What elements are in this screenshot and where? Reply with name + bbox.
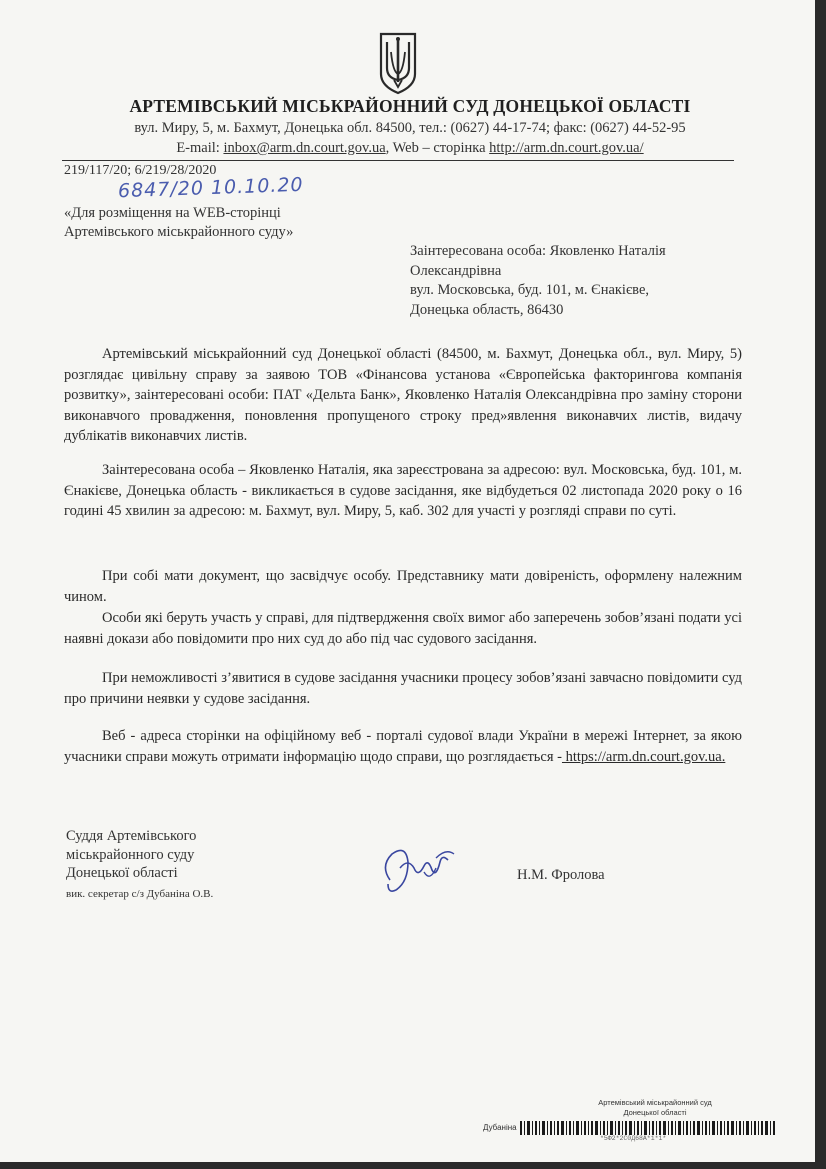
judge-title-line: Донецької області [66, 865, 178, 881]
email-link[interactable]: inbox@arm.dn.court.gov.ua [223, 140, 386, 156]
placement-note [64, 204, 293, 242]
stamp-court-line: Донецької області [623, 1108, 687, 1117]
court-address: вул. Миру, 5, м. Бахмут, Донецька обл. 84500, тел.: (0627) 44-17-74; факс: (0627) 44-52-95 [134, 120, 686, 136]
header-divider [62, 160, 734, 161]
stamp-court [545, 1098, 765, 1118]
judge-title-line: Суддя Артемівського [66, 828, 197, 844]
body-paragraph-absence: При неможливості з’явитися в судове засідання учасники процесу зобов’язані завчасно повідомити суд про причини неявки у судове засідання. [64, 670, 742, 707]
handwritten-registration: 6847/20 10.10.20 [117, 173, 304, 203]
coat-of-arms-icon [375, 30, 421, 96]
body-paragraph-summons: Заінтересована особа – Яковленко Наталія, яка зареєстрована за адресою: вул. Московська, буд. 101, м. Єнакієве, Донецька область - викликається в судове засідання, яке відбудеться 02 листопада 2020 року о 16 годині 45 хвилин за адресою: м. Бахмут, вул. Миру, 5, каб. 302 для участі у розгляді справи по суті. [64, 462, 742, 519]
judge-name: Н.М. Фролова [517, 867, 605, 883]
stamp-name: Дубаніна [483, 1123, 517, 1132]
web-paragraph-text: Веб - адреса сторінки на офіційному веб - порталі судової влади України в мережі Інтернет, за якою учасники справи можуть отримати інформацію щодо справи, що розглядається - [64, 728, 742, 765]
recipient-line: Заінтересована особа: Яковленко Наталія [410, 243, 666, 259]
barcode-number: *5Ф2*2С0Д68А*1*1* [600, 1135, 667, 1142]
judge-title-line: міськрайонного суду [66, 846, 195, 863]
web-prefix: , Web – сторінка [385, 140, 490, 156]
court-contacts [60, 140, 760, 157]
signature-icon [378, 838, 458, 900]
stamp-court-line: Артемівський міськрайонний суд [598, 1098, 712, 1107]
email-prefix: E-mail: [176, 140, 224, 156]
portal-link[interactable]: https://arm.dn.court.gov.ua. [561, 748, 726, 765]
placement-line: «Для розміщення на WEB-сторінці [64, 205, 281, 221]
recipient-line: вул. Московська, буд. 101, м. Єнакієве, [410, 282, 650, 298]
body-paragraph-evidence: Особи які беруть участь у справі, для підтвердження своїх вимог або заперечень зобов’язані подати усі наявні докази або повідомити про них суд до або під час судового засідання. [64, 610, 742, 647]
body-paragraph-case: Артемівський міськрайонний суд Донецької області (84500, м. Бахмут, Донецька обл., вул. Миру, 5) розглядає цивільну справу за заявою ТОВ «Фінансова установа «Європейська факторингова компанія розвитку», заінтересовані особи: ПАТ «Дельта Банк», Яковленко Наталія Олександрівна про заміну сторони виконавчого провадження, поновлення пропущеного строку пред»явлення виконавчих листів, видачу дублікатів виконавчих листів. [64, 346, 742, 444]
case-number: 219/117/20; 6/219/28/2020 [64, 163, 217, 178]
recipient-line: Олександрівна [410, 262, 502, 279]
website-link[interactable]: http://arm.dn.court.gov.ua/ [489, 140, 644, 156]
secretary-note: вик. секретар с/з Дубаніна О.В. [66, 888, 214, 900]
barcode-icon [520, 1121, 775, 1135]
body-paragraph-documents: При собі мати документ, що засвідчує особу. Представнику мати довіреність, оформлену належним чином. [64, 568, 742, 605]
body-paragraph-web [64, 726, 742, 767]
placement-line: Артемівського міськрайонного суду» [64, 224, 294, 240]
judge-title [66, 827, 196, 883]
recipient-address [410, 242, 666, 320]
recipient-line: Донецька область, 86430 [410, 301, 564, 318]
court-name: АРТЕМІВСЬКИЙ МІСЬКРАЙОННИЙ СУД ДОНЕЦЬКОЇ ОБЛАСТІ [129, 96, 691, 116]
